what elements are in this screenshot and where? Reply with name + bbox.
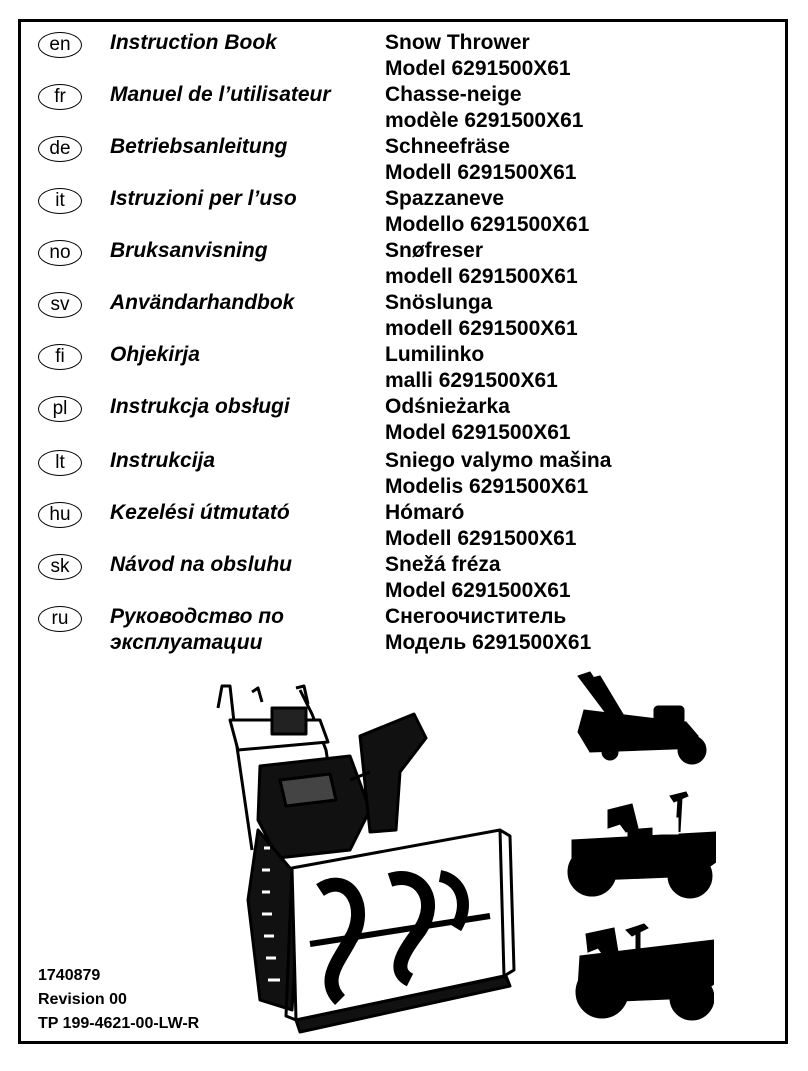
manual-title: Instrukcja obsługi xyxy=(110,395,290,418)
language-row-sv xyxy=(38,290,778,342)
revision: Revision 00 xyxy=(38,991,127,1008)
model-number: Modello 6291500X61 xyxy=(385,213,590,236)
product-name: Snöslunga xyxy=(385,291,493,314)
product-name: Снегоочиститель xyxy=(385,605,567,628)
model-number: Модель 6291500X61 xyxy=(385,631,592,654)
snow-thrower-illustration xyxy=(200,680,530,1035)
model-number: modèle 6291500X61 xyxy=(385,109,584,132)
model-number: modell 6291500X61 xyxy=(385,265,578,288)
language-code: sk xyxy=(38,554,82,580)
language-code: no xyxy=(38,240,82,266)
manual-title: Kezelési útmutató xyxy=(110,501,290,524)
language-code: pl xyxy=(38,396,82,422)
product-name: Chasse-neige xyxy=(385,83,522,106)
language-row-sk xyxy=(38,552,778,604)
manual-title: Manuel de l’utilisateur xyxy=(110,83,331,106)
manual-title: Návod na obsluhu xyxy=(110,553,293,576)
product-name: Spazzaneve xyxy=(385,187,505,210)
manual-title-line2: эксплуатации xyxy=(110,631,263,654)
model-number: Model 6291500X61 xyxy=(385,579,571,602)
language-row-fr xyxy=(38,82,778,134)
tp-code: TP 199-4621-00-LW-R xyxy=(38,1015,200,1032)
language-code: hu xyxy=(38,502,82,528)
product-name: Odśnieżarka xyxy=(385,395,510,418)
lawn-mower-icon xyxy=(570,670,720,765)
language-code: sv xyxy=(38,292,82,318)
lawn-tractor-icon xyxy=(574,922,714,1022)
language-row-de xyxy=(38,134,778,186)
language-row-pl xyxy=(38,394,778,446)
manual-title: Bruksanvisning xyxy=(110,239,268,262)
model-number: malli 6291500X61 xyxy=(385,369,558,392)
product-name: Snøfreser xyxy=(385,239,484,262)
language-row-fi xyxy=(38,342,778,394)
language-code: fi xyxy=(38,344,82,370)
language-row-no xyxy=(38,238,778,290)
language-row-en xyxy=(38,30,778,82)
product-name: Snow Thrower xyxy=(385,31,530,54)
part-number: 1740879 xyxy=(38,967,101,984)
manual-title: Istruzioni per l’uso xyxy=(110,187,297,210)
language-row-hu xyxy=(38,500,778,552)
riding-tractor-icon xyxy=(566,788,716,900)
language-code: en xyxy=(38,32,82,58)
language-code: it xyxy=(38,188,82,214)
model-number: Model 6291500X61 xyxy=(385,421,571,444)
manual-title: Instruction Book xyxy=(110,31,277,54)
product-name: Hómaró xyxy=(385,501,465,524)
language-code: ru xyxy=(38,606,82,632)
model-number: Modell 6291500X61 xyxy=(385,161,577,184)
product-name: Schneefräse xyxy=(385,135,510,158)
language-row-it xyxy=(38,186,778,238)
manual-title: Ohjekirja xyxy=(110,343,200,366)
language-row-lt xyxy=(38,448,778,500)
language-row-ru xyxy=(38,604,778,656)
product-name: Snežá fréza xyxy=(385,553,501,576)
model-number: Modell 6291500X61 xyxy=(385,527,577,550)
manual-title: Användarhandbok xyxy=(110,291,295,314)
model-number: Model 6291500X61 xyxy=(385,57,571,80)
manual-title: Instrukcija xyxy=(110,449,216,472)
model-number: Modelis 6291500X61 xyxy=(385,475,589,498)
manual-title: Руководство по xyxy=(110,605,284,628)
model-number: modell 6291500X61 xyxy=(385,317,578,340)
product-name: Lumilinko xyxy=(385,343,485,366)
language-code: de xyxy=(38,136,82,162)
product-name: Sniego valymo mašina xyxy=(385,449,612,472)
manual-title: Betriebsanleitung xyxy=(110,135,288,158)
language-code: fr xyxy=(38,84,82,110)
language-code: lt xyxy=(38,450,82,476)
